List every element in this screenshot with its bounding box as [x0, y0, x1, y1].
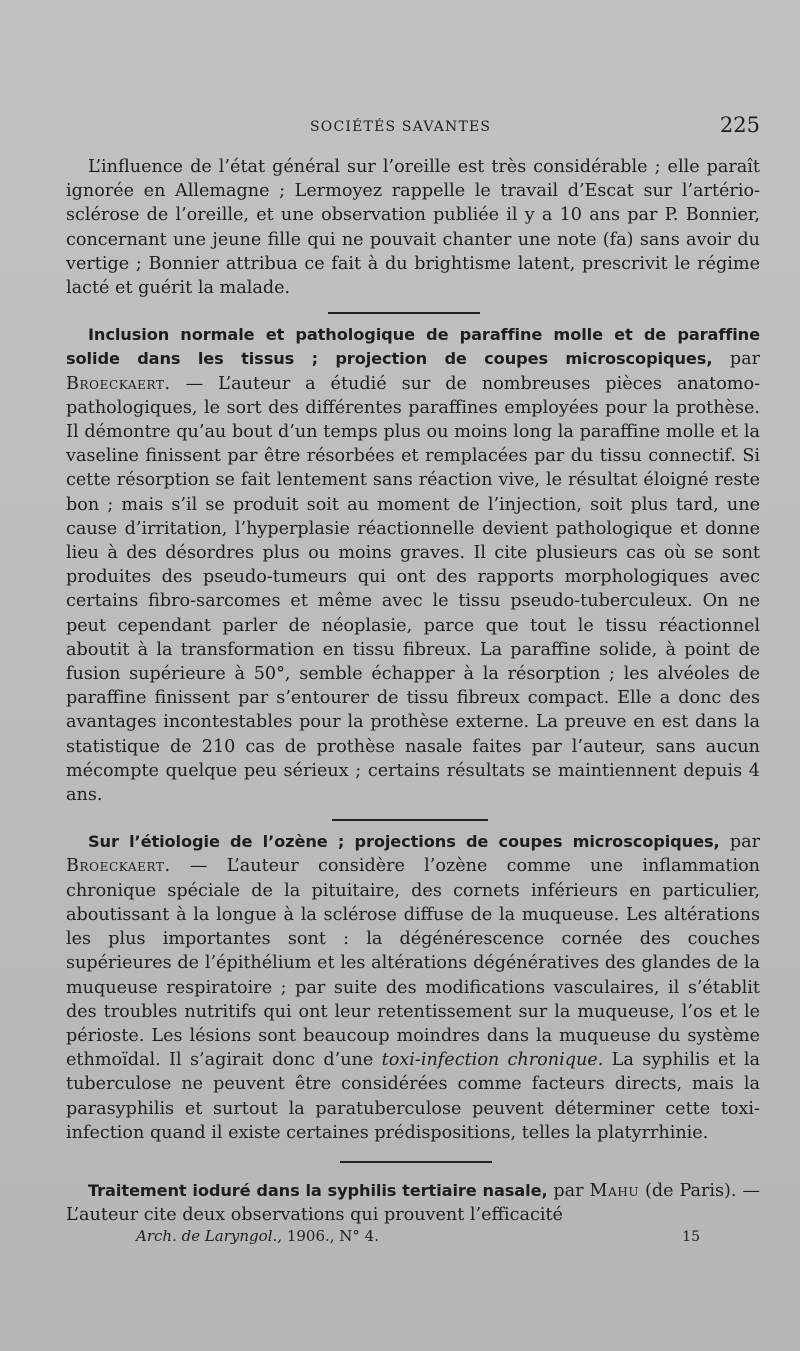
text-body	[66, 155, 760, 1253]
running-head	[62, 113, 760, 143]
running-title: SOCIÉTÉS SAVANTES	[310, 119, 492, 135]
article-text: — L’auteur considère l’ozène comme une inflammation chronique spéciale de la pituitaire, des cornets inférieurs en particulier, aboutissant à la longue à la sclérose diffuse de la muqueuse. Les altérations les plus importantes sont : la dégénérescence cornée des couches supérieures de l’épithélium et les altérations dégénératives des glandes de la muqueuse respiratoire ; par suite des modifications vasculaires, il s’établit des troubles nutritifs qui ont leur retentissement sur la muqueuse, l’os et le périoste. Les lésions sont beaucoup moindres dans la muqueuse du système ethmoïdal. Il s’agirait donc d’une	[66, 856, 760, 1071]
article-inclusion-paraffine	[66, 323, 760, 807]
article-title: Sur l’étiologie de l’ozène ; projections de coupes microscopiques,	[88, 832, 720, 852]
article-text-italic: toxi-infection chronique.	[381, 1050, 604, 1071]
article-author: Broeckaert.	[66, 856, 171, 877]
article-etiologie-ozene	[66, 830, 760, 1145]
article-by: par	[553, 1180, 584, 1201]
footer-journal: Arch. de Laryngol.,	[136, 1227, 283, 1246]
article-text: — L’auteur a étudié sur de nombreuses pièces anatomo-pathologiques, le sort des différentes paraffines employées pour la prothèse. Il démontre qu’au bout d’un temps plus ou moins long la paraffine molle et la vaseline finissent par être résorbées et remplacées par du tissu connectif. Si cette résorption se fait lentement sans réaction vive, le résultat éloigné reste bon ; mais s’il se produit soit au moment de l’injection, soit plus tard, une cause d’irritation, l’hyperplasie réactionnelle devient pathologique et donne lieu à des désordres plus ou moins graves. Il cite plusieurs cas où se sont produites des pseudo-tumeurs qui ont des rapports morphologiques avec certains fibro-sarcomes et même avec le tissu pseudo-tuberculeux. On ne peut cependant parler de néoplasie, parce que tout le tissu réactionnel aboutit à la transformation en tissu fibreux. La paraffine solide, à point de fusion supérieure à 50°, semble échapper à la résorption ; les alvéoles de paraffine finissent par s’entourer de tissu fibreux compact. Elle a donc des avantages incontestables pour la prothèse externe. La preuve en est dans la statistique de 210 cas de prothèse nasale faites par l’auteur, sans aucun mécompte quelque peu sérieux ; certains résultats se maintiennent depuis 4 ans.	[66, 373, 761, 806]
section-divider	[328, 312, 480, 314]
article-traitement-iodure	[66, 1179, 760, 1227]
article-text: La syphilis et la tuberculose ne peuvent être considérées comme facteurs directs, mais la parasyphilis et surtout la paratuberculose peuvent déterminer cette toxi-infection quand il existe certaines prédispositions, telles la platyrrhinie.	[66, 1050, 761, 1143]
page-footer	[66, 1227, 760, 1253]
section-divider	[340, 1161, 492, 1163]
page-number: 225	[719, 113, 760, 137]
article-by: par	[729, 349, 760, 370]
article-author: Mahu	[589, 1180, 640, 1201]
footer-signature: 15	[682, 1229, 700, 1246]
intro-paragraph: L’influence de l’état général sur l’oreille est très considérable ; elle paraît ignorée en Allemagne ; Lermoyez rappelle le travail d’Escat sur l’artério-sclérose de l’oreille, et une observation publiée il y a 10 ans par P. Bonnier, concernant une jeune fille qui ne pouvait chanter une note (fa) sans avoir du vertige ; Bonnier attribua ce fait à du brightisme latent, prescrivit le régime lacté et guérit la malade.	[66, 157, 760, 299]
section-divider	[332, 819, 488, 821]
article-text: (de Paris). — L’auteur cite deux observations qui prouvent l’efficacité	[66, 1180, 760, 1226]
footer-issue: 1906., N° 4.	[286, 1227, 379, 1246]
article-title: Inclusion normale et pathologique de paraffine molle et de paraffine solide dans les tissus ; projection de coupes microscopiques,	[66, 325, 760, 369]
article-author: Broeckaert.	[66, 373, 171, 394]
article-by: par	[729, 832, 761, 853]
footer-reference	[136, 1227, 379, 1245]
article-title: Traitement ioduré dans la syphilis tertiaire nasale,	[88, 1180, 548, 1200]
